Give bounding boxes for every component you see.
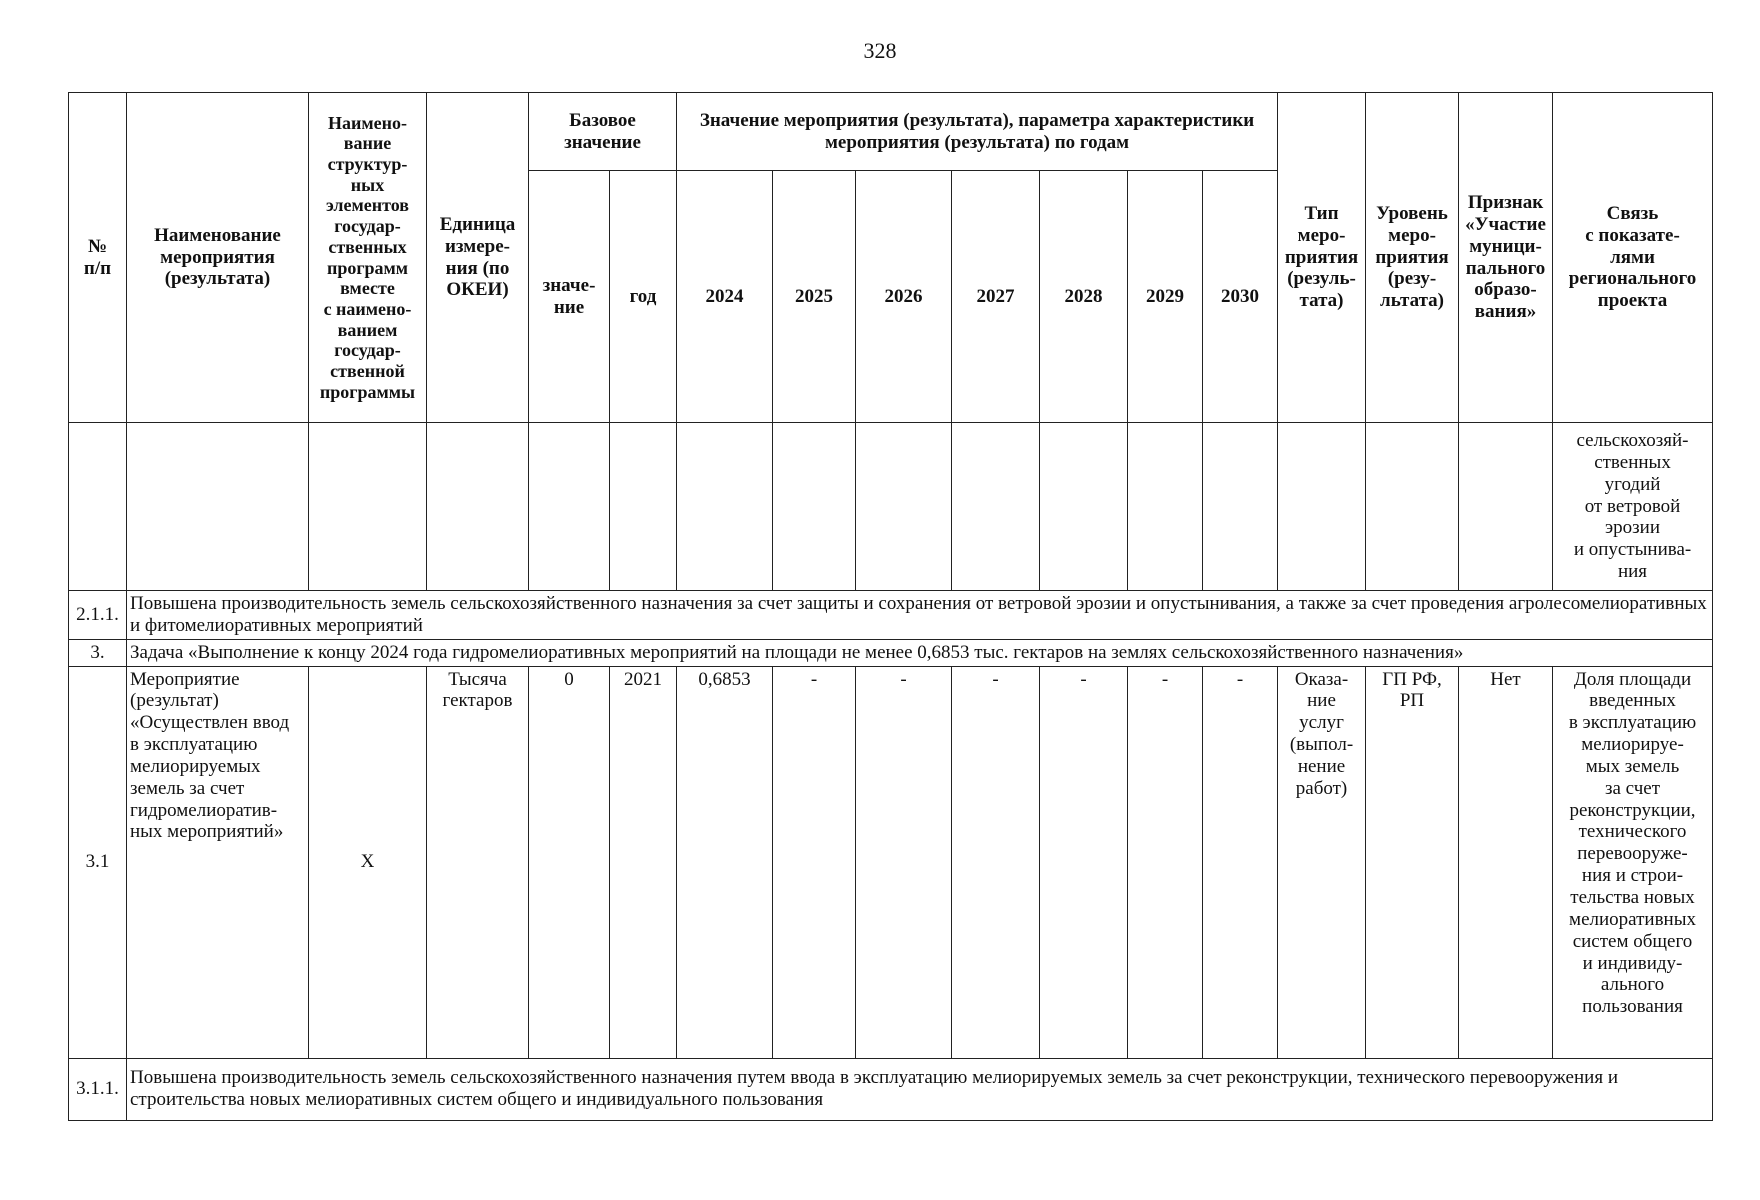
header-type: Тип меро- приятия (резуль- тата) [1278, 93, 1366, 423]
row-number: 2.1.1. [69, 591, 127, 640]
header-year: 2025 [773, 171, 856, 423]
header-link: Связь с показате- лями регионального проекта [1553, 93, 1713, 423]
table-row [69, 1058, 1713, 1120]
value-2029: - [1128, 666, 1203, 1058]
header-year: 2030 [1203, 171, 1278, 423]
unit: Тысяча гектаров [427, 666, 529, 1058]
table-row [69, 591, 1713, 640]
header-level: Уровень меро- приятия (резу- льтата) [1366, 93, 1459, 423]
indicator-table [68, 92, 1713, 1121]
continuation-link: сельскохозяй- ственных угодий от ветровой эрозии и опустынива- ния [1553, 423, 1713, 591]
table-row [69, 666, 1713, 1058]
page-number: 328 [863, 38, 897, 63]
base-year: 2021 [610, 666, 677, 1058]
struct-element: Х [309, 666, 427, 1058]
event-name: Мероприятие (результат) «Осуществлен ввод в эксплуатацию мелиорируемых земель за счет гидромелиоратив- ных мероприятий» [127, 666, 309, 1058]
header-year: 2024 [677, 171, 773, 423]
header-unit: Единица измере-ния (по ОКЕИ) [427, 93, 529, 423]
row-number: 3.1 [69, 666, 127, 1058]
header-num: № п/п [69, 93, 127, 423]
table-row [69, 639, 1713, 666]
header-year: 2028 [1040, 171, 1128, 423]
row-text: Повышена производительность земель сельскохозяйственного назначения путем ввода в эксплуатацию мелиорируемых земель за счет реконструкции, технического перевооружения и строительства новых мелиоративных систем общего и индивидуального пользования [127, 1058, 1713, 1120]
value-2028: - [1040, 666, 1128, 1058]
value-2025: - [773, 666, 856, 1058]
municipal-flag: Нет [1459, 666, 1553, 1058]
continuation-row [69, 423, 1713, 591]
header-base: Базовое значение [529, 93, 677, 171]
header-year: 2026 [856, 171, 952, 423]
row-number: 3.1.1. [69, 1058, 127, 1120]
row-text: Повышена производительность земель сельскохозяйственного назначения за счет защиты и сохранения от ветровой эрозии и опустынивания, а также за счет проведения агролесомелиоративных и фитомелиоративных мероприятий [127, 591, 1713, 640]
header-base-value: значе- ние [529, 171, 610, 423]
regional-link: Доля площади введенных в эксплуатацию мелиорируе- мых земель за счет реконструкции, технического перевооруже- ния и строи- тельства новых мелиоративных систем общего и индивиду- ального пользования [1553, 666, 1713, 1058]
event-level: ГП РФ, РП [1366, 666, 1459, 1058]
header-name: Наименование мероприятия (результата) [127, 93, 309, 423]
value-2024: 0,6853 [677, 666, 773, 1058]
value-2030: - [1203, 666, 1278, 1058]
header-struct: Наимено- вание структур- ных элементов государ- ственных программ вместе с наимено- ванием государ- ственной программы [309, 93, 427, 423]
base-value: 0 [529, 666, 610, 1058]
row-text: Задача «Выполнение к концу 2024 года гидромелиоративных мероприятий на площади не менее 0,6853 тыс. гектаров на землях сельскохозяйственного назначения» [127, 639, 1713, 666]
row-number: 3. [69, 639, 127, 666]
header-municipal: Признак «Участие муници- пального образо- вания» [1459, 93, 1553, 423]
event-type: Оказа- ние услуг (выпол- нение работ) [1278, 666, 1366, 1058]
value-2026: - [856, 666, 952, 1058]
value-2027: - [952, 666, 1040, 1058]
header-year: 2029 [1128, 171, 1203, 423]
header-base-year: год [610, 171, 677, 423]
header-year: 2027 [952, 171, 1040, 423]
header-values-group: Значение мероприятия (результата), параметра характеристики мероприятия (результата) по годам [677, 93, 1278, 171]
